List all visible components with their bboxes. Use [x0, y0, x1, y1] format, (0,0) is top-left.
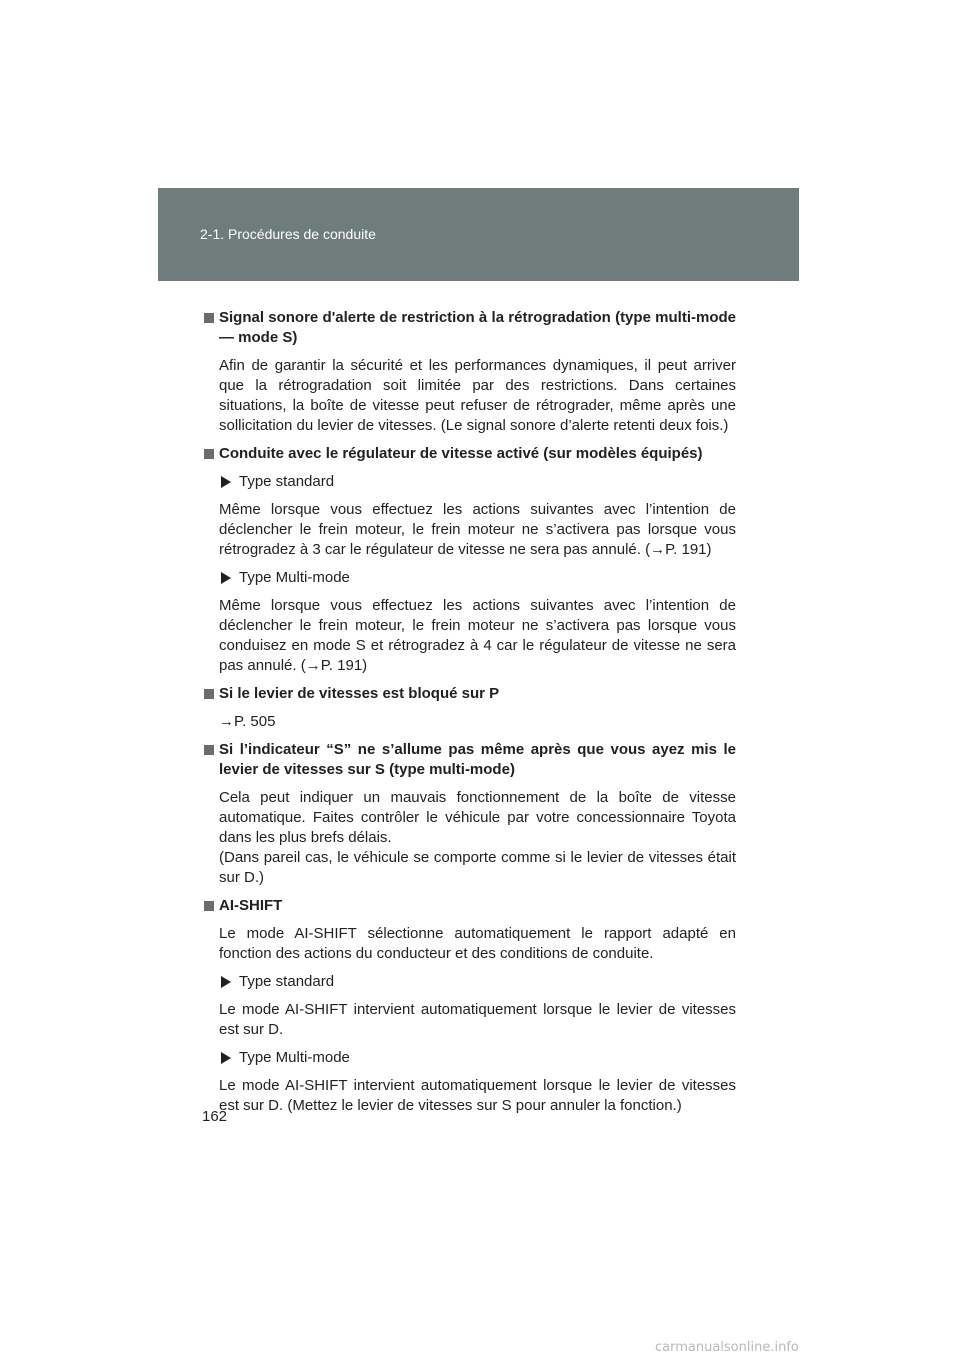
paragraph: Afin de garantir la sécurité et les performances dynamiques, il peut arriver que la rétrogradation soit limitée par des restrictions. Dans certaines situations, la boîte de vitesse peut refuser de rétrograder, même après une sollicitation du levier de vitesses. (Le signal sonore d’alerte retenti deux fois.): [219, 357, 736, 434]
paragraph: Cela peut indiquer un mauvais fonctionnement de la boîte de vitesse automatique. Faites contrôler le véhicule par votre concessionnaire Toyota dans les plus brefs délais.: [219, 789, 736, 846]
square-bullet-icon: [204, 449, 214, 459]
triangle-bullet-icon: [221, 1052, 231, 1064]
triangle-bullet-icon: [221, 572, 231, 584]
subheading: Type Multi-mode: [239, 569, 350, 586]
watermark: carmanualsonline.info: [655, 1340, 799, 1355]
section-s-indicator: [204, 740, 736, 888]
page-content: [204, 308, 736, 1124]
paragraph: Même lorsque vous effectuez les actions suivantes avec l’intention de déclencher le frein moteur, le frein moteur ne s’activera pas lorsque vous conduisez en mode S et rétrogradez à 4 car le régulateur de vitesse ne sera pas annulé. (→P. 191): [219, 597, 736, 674]
triangle-bullet-icon: [221, 476, 231, 488]
subheading: Type standard: [239, 973, 335, 990]
section-ai-shift: [204, 896, 736, 1116]
section-cruise-control: [204, 444, 736, 676]
square-bullet-icon: [204, 901, 214, 911]
paragraph: Le mode AI-SHIFT sélectionne automatiquement le rapport adapté en fonction des actions du conducteur et des conditions de conduite.: [219, 925, 736, 962]
page-number: 162: [202, 1108, 228, 1125]
section-downshift-alert: [204, 308, 736, 436]
subheading: Type Multi-mode: [239, 1049, 350, 1066]
page-reference-link[interactable]: →P. 505: [219, 713, 276, 730]
section-lever-stuck: [204, 684, 736, 732]
square-bullet-icon: [204, 313, 214, 323]
section-title: Si le levier de vitesses est bloqué sur P: [219, 685, 500, 702]
section-title: AI-SHIFT: [219, 897, 283, 914]
triangle-bullet-icon: [221, 976, 231, 988]
square-bullet-icon: [204, 745, 214, 755]
subheading: Type standard: [239, 473, 335, 490]
section-title: Si l’indicateur “S” ne s’allume pas même après que vous ayez mis le levier de vitesses sur S (type multi-mode): [219, 741, 736, 778]
section-title: Signal sonore d'alerte de restriction à la rétrogradation (type multi-mode — mode S): [219, 309, 736, 346]
paragraph: (Dans pareil cas, le véhicule se comporte comme si le levier de vitesses était sur D.): [219, 849, 736, 886]
section-title: Conduite avec le régulateur de vitesse activé (sur modèles équipés): [219, 445, 703, 462]
chapter-title: 2-1. Procédures de conduite: [200, 226, 376, 242]
chapter-header-band: [158, 188, 799, 281]
paragraph: Même lorsque vous effectuez les actions suivantes avec l’intention de déclencher le frein moteur, le frein moteur ne s’activera pas lorsque vous rétrogradez à 3 car le régulateur de vitesse ne sera pas annulé. (→P. 191): [219, 501, 736, 558]
paragraph: Le mode AI-SHIFT intervient automatiquement lorsque le levier de vitesses est sur D.: [219, 1001, 736, 1038]
square-bullet-icon: [204, 689, 214, 699]
paragraph: Le mode AI-SHIFT intervient automatiquement lorsque le levier de vitesses est sur D. (Mettez le levier de vitesses sur S pour annuler la fonction.): [219, 1077, 736, 1114]
